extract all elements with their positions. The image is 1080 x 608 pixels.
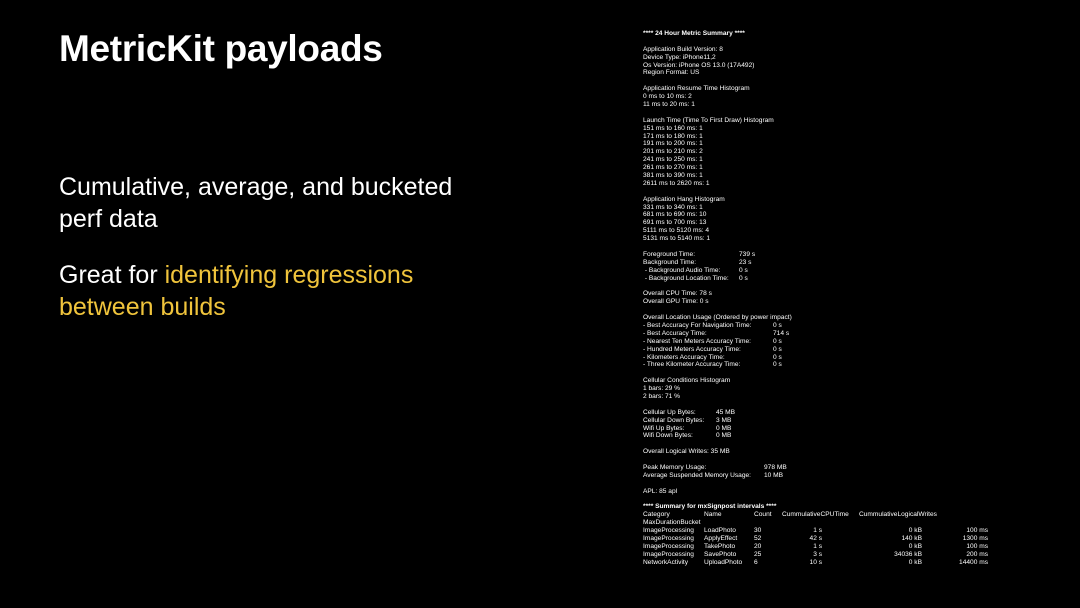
signpost-category: ImageProcessing bbox=[643, 535, 694, 542]
location-label: - Best Accuracy Time: bbox=[643, 329, 707, 337]
location-label: - Best Accuracy For Navigation Time: bbox=[643, 321, 752, 329]
histogram-bucket: 331 ms to 340 ms: 1 bbox=[643, 203, 703, 211]
location-value: 0 s bbox=[773, 321, 782, 329]
histogram-bucket: 1 bars: 29 % bbox=[643, 385, 681, 393]
overall-cpu-time: Overall CPU Time: 78 s bbox=[643, 290, 712, 298]
overall-gpu-time: Overall GPU Time: 0 s bbox=[643, 298, 709, 306]
signpost-max-duration: 14400 ms bbox=[959, 558, 988, 566]
time-value: 0 s bbox=[739, 266, 748, 274]
signpost-logical-writes: 0 kB bbox=[908, 542, 922, 550]
location-row bbox=[643, 338, 1063, 346]
column-header-extra: MaxDurationBucket bbox=[643, 519, 701, 527]
histogram-bucket: 5111 ms to 5120 ms: 4 bbox=[643, 227, 710, 235]
network-row bbox=[643, 432, 1063, 440]
metric-summary-panel bbox=[643, 30, 1063, 567]
signpost-name: TakePhoto bbox=[704, 542, 736, 550]
column-header: CummulativeLogicalWrites bbox=[859, 511, 937, 519]
resume-histogram-title: Application Resume Time Histogram bbox=[643, 85, 750, 93]
signpost-cpu-time: 10 s bbox=[809, 558, 822, 566]
os-version: Os Version: iPhone OS 13.0 (17A492) bbox=[643, 61, 755, 69]
signpost-count: 6 bbox=[754, 558, 758, 566]
signpost-count: 25 bbox=[754, 550, 762, 558]
memory-row bbox=[643, 472, 1063, 480]
time-label: - Background Audio Time: bbox=[643, 266, 721, 274]
signpost-count: 30 bbox=[754, 527, 762, 535]
signpost-cpu-time: 1 s bbox=[813, 542, 822, 550]
location-value: 0 s bbox=[773, 353, 782, 361]
location-label: - Kilometers Accuracy Time: bbox=[643, 353, 725, 361]
device-type: Device Type: iPhone11,2 bbox=[643, 53, 716, 61]
column-header: Count bbox=[754, 511, 772, 519]
network-row bbox=[643, 417, 1063, 425]
network-row bbox=[643, 409, 1063, 417]
column-header: CummulativeCPUTime bbox=[782, 511, 849, 519]
bullet-regressions-plain: Great for bbox=[59, 261, 165, 289]
network-value: 0 MB bbox=[716, 432, 732, 440]
time-row bbox=[643, 275, 1063, 283]
time-value: 739 s bbox=[739, 250, 756, 258]
signpost-summary-header: **** Summary for mxSignpost intervals **** bbox=[643, 503, 777, 511]
signpost-logical-writes: 0 kB bbox=[908, 527, 922, 535]
signpost-category: NetworkActivity bbox=[643, 558, 689, 566]
signpost-max-duration: 100 ms bbox=[966, 542, 988, 550]
location-label: - Hundred Meters Accuracy Time: bbox=[643, 345, 741, 353]
memory-value: 10 MB bbox=[764, 471, 784, 479]
signpost-cpu-time: 1 s bbox=[813, 527, 822, 535]
histogram-bucket: 191 ms to 200 ms: 1 bbox=[643, 140, 703, 148]
time-row bbox=[643, 251, 1063, 259]
histogram-bucket: 0 ms to 10 ms: 2 bbox=[643, 93, 692, 101]
signpost-name: SavePhoto bbox=[704, 550, 737, 558]
signpost-category: ImageProcessing bbox=[643, 542, 694, 550]
location-row bbox=[643, 322, 1063, 330]
network-value: 45 MB bbox=[716, 408, 736, 416]
time-value: 0 s bbox=[739, 274, 748, 282]
network-value: 3 MB bbox=[716, 416, 732, 424]
signpost-max-duration: 100 ms bbox=[966, 527, 988, 535]
app-build-version: Application Build Version: 8 bbox=[643, 45, 723, 53]
signpost-logical-writes: 34036 kB bbox=[894, 550, 922, 558]
signpost-count: 52 bbox=[754, 535, 762, 542]
time-label: Foreground Time: bbox=[643, 250, 696, 258]
cellular-histogram-title: Cellular Conditions Histogram bbox=[643, 377, 731, 385]
signpost-name: LoadPhoto bbox=[704, 527, 736, 535]
location-value: 0 s bbox=[773, 337, 782, 345]
histogram-bucket: 681 ms to 690 ms: 10 bbox=[643, 211, 707, 219]
signpost-row bbox=[643, 543, 1063, 551]
hang-histogram-title: Application Hang Histogram bbox=[643, 195, 725, 203]
metric-summary-header: **** 24 Hour Metric Summary **** bbox=[643, 30, 745, 37]
histogram-bucket: 691 ms to 700 ms: 13 bbox=[643, 219, 707, 227]
histogram-bucket: 201 ms to 210 ms: 2 bbox=[643, 148, 703, 156]
network-label: Cellular Down Bytes: bbox=[643, 416, 705, 424]
location-row bbox=[643, 361, 1063, 369]
signpost-max-duration: 1300 ms bbox=[962, 535, 988, 542]
memory-label: Peak Memory Usage: bbox=[643, 463, 707, 471]
memory-row bbox=[643, 464, 1063, 472]
slide-title: MetricKit payloads bbox=[59, 28, 383, 69]
signpost-category: ImageProcessing bbox=[643, 527, 694, 535]
time-value: 23 s bbox=[739, 258, 752, 266]
launch-histogram-title: Launch Time (Time To First Draw) Histogram bbox=[643, 116, 774, 124]
location-usage-title: Overall Location Usage (Ordered by power impact) bbox=[643, 314, 792, 322]
location-label: - Three Kilometer Accuracy Time: bbox=[643, 361, 741, 369]
histogram-bucket: 171 ms to 180 ms: 1 bbox=[643, 132, 703, 140]
location-row bbox=[643, 330, 1063, 338]
location-row bbox=[643, 354, 1063, 362]
location-value: 714 s bbox=[773, 329, 790, 337]
network-label: Wifi Up Bytes: bbox=[643, 424, 685, 432]
signpost-count: 20 bbox=[754, 542, 762, 550]
signpost-logical-writes: 0 kB bbox=[908, 558, 922, 566]
histogram-bucket: 241 ms to 250 ms: 1 bbox=[643, 156, 703, 164]
histogram-bucket: 381 ms to 390 ms: 1 bbox=[643, 172, 703, 180]
bullet-cumulative-data: Cumulative, average, and bucketed perf data bbox=[59, 173, 453, 233]
histogram-bucket: 5131 ms to 5140 ms: 1 bbox=[643, 235, 711, 243]
column-header: Category bbox=[643, 511, 670, 519]
overall-logical-writes: Overall Logical Writes: 35 MB bbox=[643, 448, 730, 456]
signpost-row bbox=[643, 551, 1063, 559]
column-header: Name bbox=[704, 511, 722, 519]
region-format: Region Format: US bbox=[643, 69, 700, 77]
time-label: - Background Location Time: bbox=[643, 274, 729, 282]
network-label: Cellular Up Bytes: bbox=[643, 408, 696, 416]
bullet-regressions bbox=[59, 259, 479, 323]
histogram-bucket: 11 ms to 20 ms: 1 bbox=[643, 101, 695, 109]
signpost-name: UploadPhoto bbox=[704, 558, 743, 566]
network-value: 0 MB bbox=[716, 424, 732, 432]
signpost-row bbox=[643, 527, 1063, 535]
location-value: 0 s bbox=[773, 361, 782, 369]
time-row bbox=[643, 259, 1063, 267]
histogram-bucket: 151 ms to 160 ms: 1 bbox=[643, 124, 703, 132]
location-value: 0 s bbox=[773, 345, 782, 353]
apl-value: APL: 85 apl bbox=[643, 487, 678, 495]
signpost-max-duration: 200 ms bbox=[966, 550, 988, 558]
memory-label: Average Suspended Memory Usage: bbox=[643, 471, 752, 479]
signpost-row bbox=[643, 535, 1063, 543]
histogram-bucket: 2 bars: 71 % bbox=[643, 392, 681, 400]
histogram-bucket: 2611 ms to 2620 ms: 1 bbox=[643, 179, 710, 187]
signpost-column-headers bbox=[643, 511, 1063, 519]
time-label: Background Time: bbox=[643, 258, 697, 266]
time-row bbox=[643, 267, 1063, 275]
histogram-bucket: 261 ms to 270 ms: 1 bbox=[643, 164, 703, 172]
network-label: Wifi Down Bytes: bbox=[643, 432, 693, 440]
signpost-category: ImageProcessing bbox=[643, 550, 694, 558]
signpost-row bbox=[643, 559, 1063, 567]
bullet-regressions-highlight: identifying regressions between builds bbox=[59, 261, 414, 321]
signpost-cpu-time: 3 s bbox=[813, 550, 822, 558]
location-row bbox=[643, 346, 1063, 354]
network-row bbox=[643, 425, 1063, 433]
memory-value: 978 MB bbox=[764, 463, 787, 471]
signpost-name: ApplyEffect bbox=[704, 535, 738, 542]
signpost-logical-writes: 140 kB bbox=[901, 535, 922, 542]
signpost-cpu-time: 42 s bbox=[809, 535, 822, 542]
location-label: - Nearest Ten Meters Accuracy Time: bbox=[643, 337, 751, 345]
